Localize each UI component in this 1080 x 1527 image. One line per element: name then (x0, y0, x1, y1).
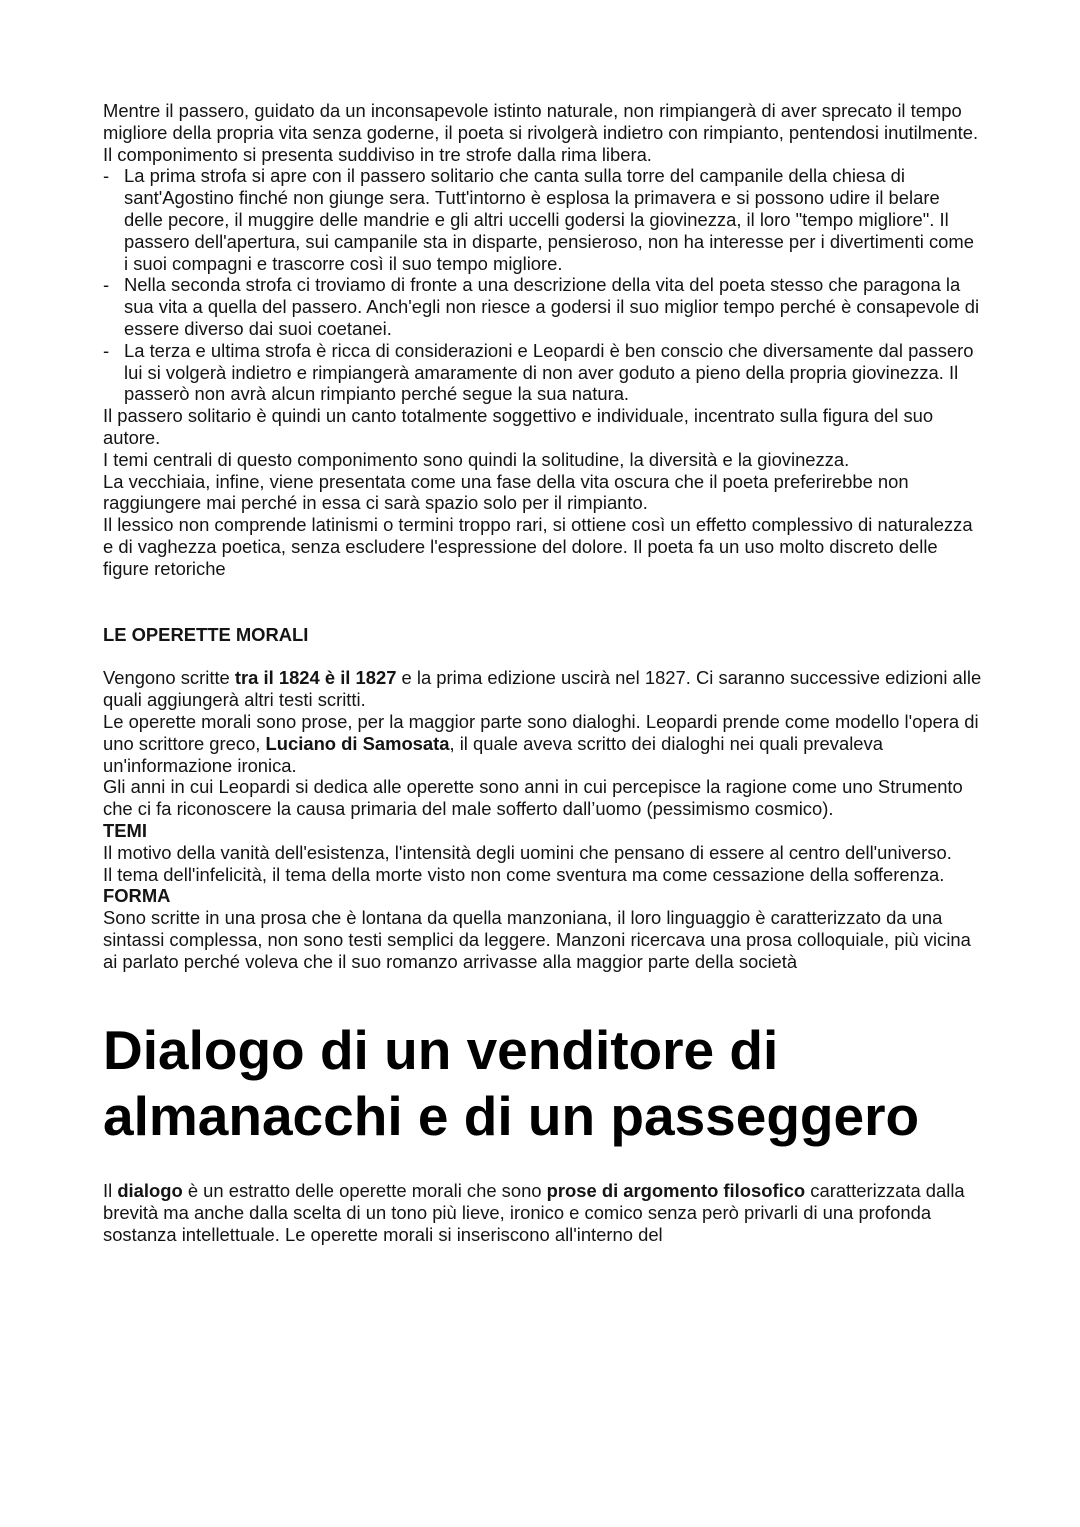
paragraph: I temi centrali di questo componimento sono quindi la solitudine, la diversità e la giovinezza. (103, 448, 850, 470)
paragraph: La vecchiaia, infine, viene presentata come una fase della vita oscura che il poeta preferirebbe non raggiungere mai perché in essa ci sarà spazio solo per il rimpianto. (103, 470, 909, 514)
title-line: almanacchi e di un passeggero (103, 1085, 920, 1148)
list-item-text: La terza e ultima strofa è ricca di considerazioni e Leopardi è ben conscio che diversamente dal passero lui si volgerà indietro e rimpiangerà amaramente di non aver goduto a pieno della propria giovinezza. Il passerò non avrà alcun rimpianto perché segue la sua natura. (124, 339, 974, 405)
text-run: Le operette morali sono prose, per la maggior parte sono dialoghi. Leopardi prende come modello l'opera di uno scrittore greco, (103, 710, 979, 754)
text-run: e la prima edizione uscirà nel 1827. Ci saranno successive edizioni alle quali aggiungerà altri testi scritti. (103, 667, 982, 711)
paragraph (103, 667, 983, 711)
document-page (103, 100, 983, 1246)
title-line: Dialogo di un venditore di (103, 1019, 779, 1082)
bold-text: Luciano di Samosata (265, 732, 450, 754)
paragraph (103, 1180, 983, 1245)
subheading-forma: FORMA (103, 885, 171, 907)
list-item (103, 274, 983, 339)
bold-text: dialogo (117, 1180, 183, 1202)
text-run: è un estratto delle operette morali che sono (182, 1180, 547, 1202)
paragraph: Il passero solitario è quindi un canto totalmente soggettivo e individuale, incentrato sulla figura del suo autore. (103, 405, 934, 448)
text-run: Vengono scritte (103, 667, 235, 689)
paragraph: Mentre il passero, guidato da un inconsapevole istinto naturale, non rimpiangerà di aver sprecato il tempo migliore della propria vita senza goderne, il poeta si rivolgerà indietro con rimpianto, pentendosi inutilmente. (103, 100, 979, 143)
list-item (103, 165, 983, 274)
paragraph: Il tema dell'infelicità, il tema della morte visto non come sventura ma come cessazione della sofferenza. (103, 863, 945, 885)
section-heading: LE OPERETTE MORALI (103, 623, 309, 645)
paragraph: Il lessico non comprende latinismi o termini troppo rari, si ottiene così un effetto complessivo di naturalezza e di vaghezza poetica, senza escludere l'espressione del dolore. Il poeta fa un uso molto discreto delle figure retoriche (103, 514, 973, 579)
bold-text: prose di argomento filosofico (546, 1180, 806, 1202)
paragraph: Il motivo della vanità dell'esistenza, l'intensità degli uomini che pensano di essere al centro dell'universo. (103, 841, 952, 863)
bold-text: tra il 1824 è il 1827 (234, 667, 397, 689)
text-run: , il quale aveva scritto dei dialoghi nei quali prevaleva (449, 732, 883, 754)
list-item (103, 340, 983, 405)
subheading-temi: TEMI (103, 819, 147, 841)
page-title (103, 1017, 983, 1149)
paragraph: Sono scritte in una prosa che è lontana da quella manzoniana, il loro linguaggio è caratterizzato da una sintassi complessa, non sono testi semplici da leggere. Manzoni ricercava una prosa colloquiale, più vicina ai parlato perché voleva che il suo romanzo arrivasse alla maggior parte della società (103, 907, 971, 972)
list-item-text: Nella seconda strofa ci troviamo di fronte a una descrizione della vita del poeta stesso che paragona la sua vita a quella del passero. Anch'egli non riesce a godersi il suo miglior tempo perché è consapevole di essere diverso dai suoi coetanei. (124, 274, 980, 339)
paragraph: Il componimento si presenta suddiviso in tre strofe dalla rima libera. (103, 143, 652, 165)
paragraph: un'informazione ironica. (103, 754, 297, 776)
dash-bullet: - (103, 165, 110, 187)
text-run: caratterizzata dalla brevità ma anche dalla scelta di un tono più lieve, ironico e comico senza però privarli di una profonda sostanza intellettuale. Le operette morali si inseriscono all'interno del (103, 1180, 965, 1246)
dash-bullet: - (103, 339, 110, 361)
list-item-text: La prima strofa si apre con il passero solitario che canta sulla torre del campanile della chiesa di sant'Agostino finché non giunge sera. Tutt'intorno è esplosa la primavera e si possono udire il belare delle pecore, il muggire delle mandrie e gli altri uccelli godersi la giovinezza, il loro "tempo migliore". Il passero dell'apertura, sui campanile sta in disparte, pensieroso, non ha interesse per i divertimenti come i suoi compagni e trascorre così il suo tempo migliore. (124, 165, 974, 274)
dash-bullet: - (103, 274, 110, 296)
strofe-list (103, 165, 983, 405)
text-run: Il (103, 1180, 118, 1202)
paragraph: Gli anni in cui Leopardi si dedica alle operette sono anni in cui percepisce la ragione come uno Strumento che ci fa riconoscere la causa primaria del male sofferto dall’uomo (pessimismo cosmico). (103, 776, 963, 820)
paragraph (103, 711, 983, 755)
